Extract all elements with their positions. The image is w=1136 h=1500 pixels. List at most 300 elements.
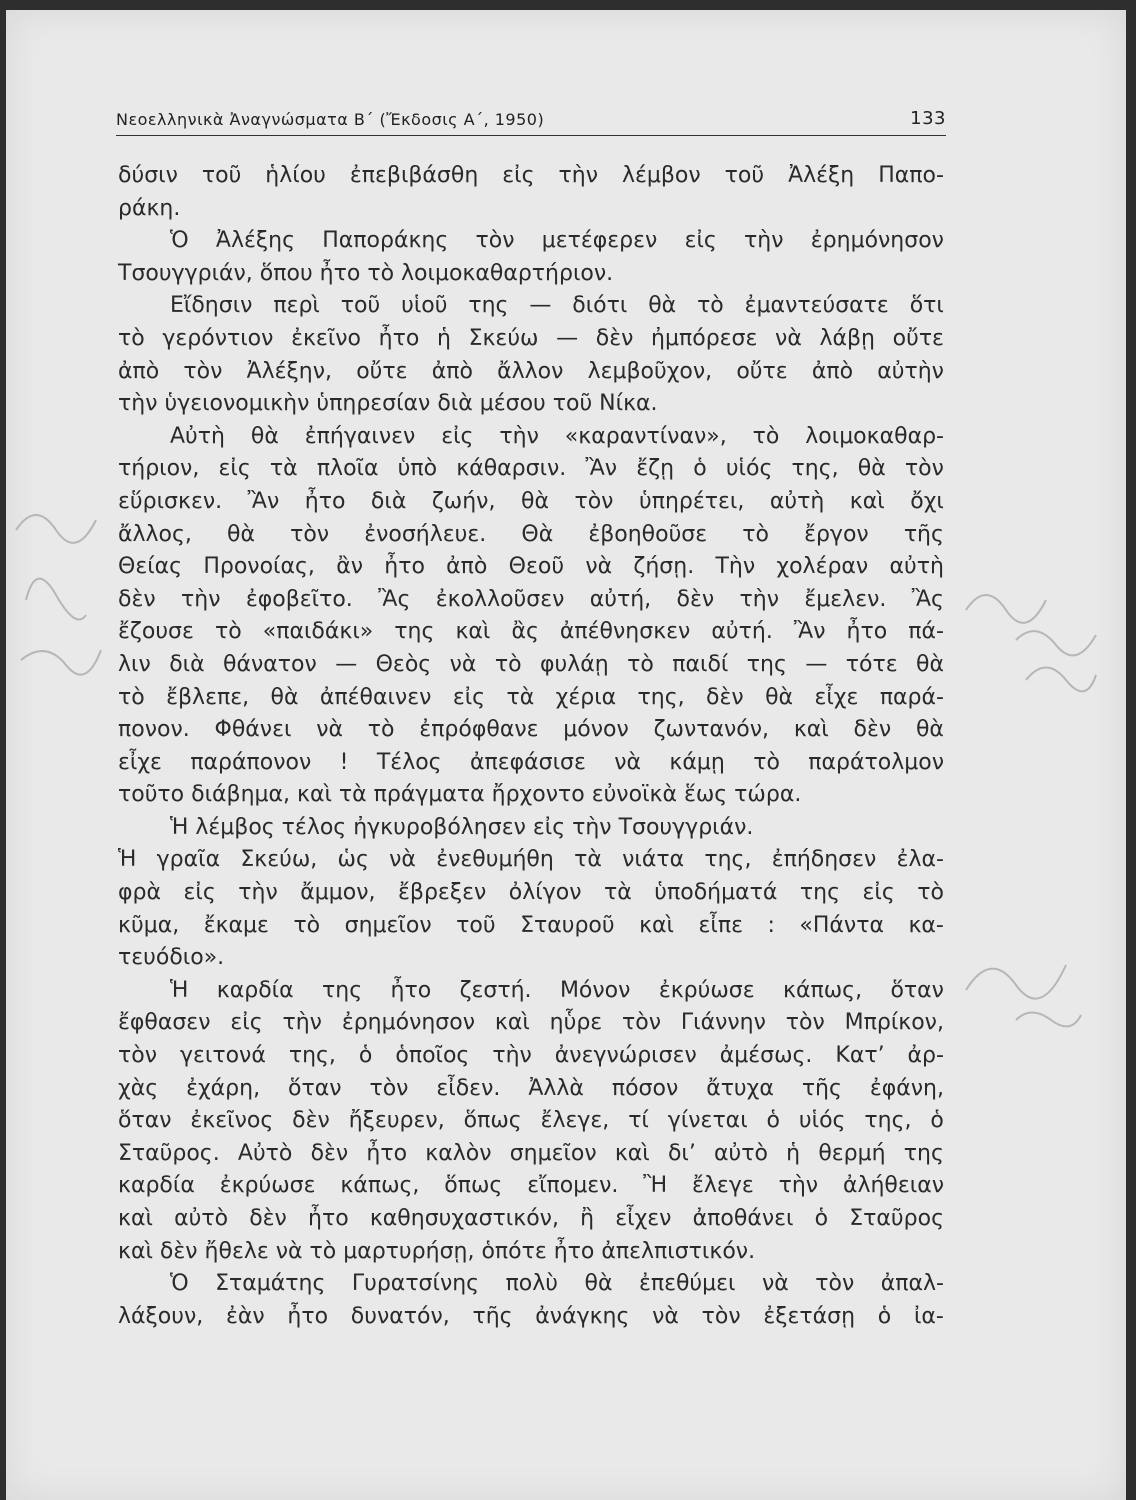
word: ἐμαντεύσατε [744, 293, 889, 319]
word: Εἴδησιν [170, 293, 253, 319]
text-line [118, 1040, 944, 1073]
word: τοῦ [724, 163, 765, 188]
text-line [118, 290, 944, 323]
word: θὰ [250, 423, 279, 449]
word: της, [288, 1043, 336, 1069]
word: τὴν [181, 586, 221, 612]
word: ἡ [436, 325, 451, 351]
word: ἐπεβιβάσθη [349, 163, 479, 188]
word: Ἡ [170, 977, 189, 1003]
word: — [529, 293, 552, 319]
line-text: τευόδιο». [118, 945, 225, 971]
word: εἶχεν [615, 1206, 672, 1231]
word: δὲν [853, 717, 892, 743]
text-line [118, 453, 944, 486]
word: τοῦ [456, 912, 496, 938]
word: δὲν [118, 586, 156, 612]
word: ὄχι [910, 488, 944, 514]
word: τὴν [499, 423, 539, 449]
word: τὸν [183, 358, 223, 384]
word: ὁ [358, 1043, 373, 1069]
word: ἐχάρη, [186, 1075, 261, 1101]
word: της, [864, 1108, 912, 1134]
word: ὁ [766, 1108, 781, 1134]
word: ἐκολλοῦσεν [435, 586, 565, 612]
word: τὸ [494, 651, 522, 677]
word: Τὴν [715, 554, 756, 580]
word: ἦτο [390, 977, 432, 1003]
word: εἶπε [698, 912, 743, 938]
word: θὰ [227, 521, 255, 547]
word: ἂς [511, 619, 539, 645]
word: ἔβλεπε, [166, 684, 250, 710]
word: αὐτὴν [877, 358, 944, 384]
word: ἐνοσήλευε. [364, 521, 487, 547]
word: νὰ [761, 1271, 789, 1297]
word: διότι [572, 293, 628, 319]
word: τί [628, 1108, 649, 1134]
word: οὔτε [356, 358, 408, 384]
word: τὸν [815, 1271, 855, 1297]
word: υἱοῦ [401, 293, 448, 319]
text-line [118, 160, 944, 193]
word: καρδία [118, 1173, 195, 1199]
word: ἡ [786, 1140, 801, 1166]
word: Ὁ [170, 228, 189, 254]
word: Ἀλέξη [788, 163, 855, 188]
word: ἔζουσε [118, 619, 194, 645]
word: της, [637, 684, 685, 710]
text-line [118, 975, 944, 1008]
word: ἐκεῖνος [190, 1108, 274, 1134]
word: δὲν [249, 1206, 287, 1231]
word: — [805, 651, 828, 677]
word: τὸν [369, 1075, 409, 1101]
text-line [118, 356, 944, 389]
word: ἄμμον, [300, 880, 376, 906]
word: τὴν [238, 880, 278, 906]
word: ἔλεγε, [540, 1108, 610, 1134]
word: ἀπέθαινεν [319, 684, 432, 710]
word: Γυρατσίνης [351, 1271, 480, 1297]
word: ἦτο [287, 1303, 329, 1329]
word: μόνον [563, 717, 629, 743]
word: εἰς [441, 423, 474, 449]
word: — [335, 651, 358, 677]
text-line [118, 1073, 944, 1106]
word: της [468, 293, 509, 319]
word: Σταυροῦ [520, 912, 615, 938]
page-number: 133 [910, 108, 946, 129]
word: νιάτα [622, 847, 685, 873]
word: τὸν [622, 1010, 662, 1036]
word: ἤξευρεν, [348, 1108, 445, 1134]
word: καὶ [455, 619, 491, 645]
word: της [394, 619, 435, 645]
word: ὁποῖος [395, 1043, 470, 1069]
word: Ἂς [911, 586, 944, 612]
word: εἰς [230, 1010, 263, 1036]
word: τὴν [492, 1043, 532, 1069]
word: Παπoράκης [322, 228, 449, 254]
word: εἶχε [814, 684, 859, 710]
word: νὰ [316, 717, 344, 743]
word: παιδί [672, 651, 729, 677]
word: καὶ [639, 912, 675, 938]
book-page [6, 10, 1126, 1500]
word: δὲν [595, 325, 634, 351]
text-line [118, 714, 944, 747]
word: τότε [845, 651, 898, 677]
word: νὰ [585, 554, 613, 580]
word: ἢ [580, 1206, 595, 1231]
word: αὐτή. [711, 619, 773, 645]
word: δύσιν [118, 163, 178, 188]
word: ἔζῃ [636, 456, 675, 482]
word: ἄλλος, [118, 521, 192, 547]
text-line [118, 616, 944, 649]
word: «καραντίναν», [564, 423, 727, 449]
word: καὶ [614, 1140, 650, 1166]
word: φρὰ [118, 880, 161, 906]
text-line [118, 323, 944, 356]
word: τὸν [904, 456, 944, 482]
word: δι’ [667, 1140, 696, 1166]
word: ὅταν [288, 1075, 342, 1101]
word: οὔτε [736, 358, 788, 384]
word: ὀλίγον [508, 880, 582, 906]
word: θὰ [648, 293, 677, 319]
word: τὸ [118, 325, 145, 351]
word: ἔβρεξεν [398, 880, 487, 906]
word: τὸν [701, 1303, 741, 1329]
word: Σκεύω [468, 325, 539, 351]
word: ὑπὸ [397, 456, 438, 482]
word: ὅτι [909, 293, 944, 319]
word: τὰ [604, 880, 632, 906]
text-line [118, 225, 944, 258]
word: ζωντανόν, [653, 717, 770, 743]
word: κάπως, [340, 1173, 420, 1199]
word: λεμβοῦχον, [587, 358, 713, 384]
text-line [118, 682, 944, 715]
word: σημεῖον [509, 1140, 597, 1166]
word: Μόνον [559, 977, 631, 1003]
word: κάμῃ [669, 749, 725, 775]
text-line [118, 584, 944, 617]
text-line [118, 910, 944, 943]
word: της, [704, 847, 752, 873]
word: Προνοίας, [203, 554, 315, 580]
word: ἔφθασεν [118, 1010, 211, 1036]
word: ἀρ- [907, 1043, 944, 1069]
word: τὸ [742, 521, 769, 547]
line-text: Τσουγγριάν, ὅπου ἦτο τὸ λοιμοκαθαρτήριον. [118, 260, 614, 286]
word: ἐξετάσῃ [763, 1303, 856, 1329]
word: πονον. [118, 717, 190, 743]
word: Ἡ [118, 847, 137, 873]
word: — [556, 325, 579, 351]
word: ἡλίου [265, 163, 326, 188]
word: εἰς [218, 456, 251, 482]
word: καὶ [849, 488, 885, 514]
word: θὰ [857, 456, 886, 482]
word: εἰς [183, 880, 216, 906]
word: εἰς [862, 880, 895, 906]
word: ὅταν [890, 977, 944, 1003]
text-line [118, 1170, 944, 1203]
word: καὶ [793, 717, 829, 743]
word: Θὰ [521, 521, 554, 547]
word: γραῖα [156, 847, 221, 873]
word: εἰς [452, 684, 486, 710]
word: θὰ [584, 1271, 613, 1297]
word: παρά- [879, 684, 944, 710]
word: ἐπεθύμει [638, 1271, 736, 1297]
word: τὰ [506, 684, 535, 710]
word: ἐπρόφθανε [419, 717, 539, 743]
word: Ἂς [378, 586, 411, 612]
word: ὁ [693, 456, 707, 482]
text-line [118, 486, 944, 519]
word: ἐβοηθοῦσε [588, 521, 708, 547]
pencil-marginalia-left [6, 490, 116, 750]
word: εἴπομεν. [527, 1173, 619, 1199]
word: τὸ [697, 293, 724, 319]
word: ἦτο [846, 619, 888, 645]
word: ἐκεῖνο [291, 325, 362, 351]
word: ἦτο [384, 554, 425, 580]
word: τὸ [293, 912, 321, 938]
word: καθησυχαστικόν, [369, 1206, 559, 1231]
word: θὰ [916, 651, 944, 677]
word: ἀπὸ [811, 358, 854, 384]
word: τὰ [269, 456, 298, 482]
word: Σταῦρος. [118, 1140, 220, 1166]
word: της [903, 1140, 944, 1166]
word: τὰ [574, 847, 602, 873]
word: της [322, 977, 363, 1003]
word: Σκεύω, [240, 847, 318, 873]
text-line [118, 421, 944, 454]
word: θάνατον [223, 651, 317, 677]
text-line [118, 877, 944, 910]
word: εἶχε [118, 749, 162, 775]
word: τὸ [118, 684, 145, 710]
word: τοῦ [201, 163, 242, 188]
word: ζωήν, [431, 488, 496, 514]
word: τὴν [739, 586, 780, 612]
word: παράπονον [190, 749, 312, 775]
word: πά- [908, 619, 944, 645]
word: της [799, 880, 840, 906]
text-line [118, 1268, 944, 1301]
word: ἐφοβεῖτο. [245, 586, 353, 612]
word: εἰς [684, 228, 717, 254]
word: καλὸν [425, 1140, 492, 1166]
word: λάξουν, [118, 1303, 204, 1329]
word: ἀπεφάσισε [469, 749, 586, 775]
text-line [118, 1301, 944, 1334]
word: λέμβον [621, 163, 701, 188]
word: Γιάννην [680, 1010, 766, 1036]
word: κάπως, [783, 977, 863, 1003]
word: σημεῖον [344, 912, 432, 938]
word: τὴν [778, 1173, 819, 1199]
word: τὸ [752, 423, 780, 449]
word: ! [339, 749, 349, 775]
word: της, [791, 456, 839, 482]
word: τὸν [475, 228, 515, 254]
text-line [118, 519, 944, 552]
text-line [118, 942, 944, 975]
text-line [118, 812, 944, 845]
word: τήριον, [118, 456, 200, 482]
word: χὰς [118, 1075, 159, 1101]
word: κα- [908, 912, 944, 938]
word: διὰ [370, 488, 407, 514]
word: κῦμα, [118, 912, 180, 938]
word: τὴν [558, 163, 598, 188]
word: οὔτε [892, 325, 944, 351]
book-title: Νεοελληνικὰ Ἀναγνώσματα Β΄ (Ἔκδοσις Α΄, 1950) [116, 110, 545, 129]
word: θὰ [765, 684, 794, 710]
word: ἀπὸ [446, 554, 488, 580]
word: μετέφερεν [541, 228, 658, 254]
word: τὸ [367, 717, 395, 743]
line-text: καὶ δὲν ἤθελε νὰ τὸ μαρτυρήσῃ, ὁπότε ἦτο ἀπελπιστικόν. [118, 1238, 756, 1264]
text-line [118, 844, 944, 877]
word: Αὐτὸ [237, 1140, 293, 1166]
text-line [118, 779, 944, 812]
word: ἔμελεν. [804, 586, 887, 612]
word: Ἀλλὰ [528, 1075, 584, 1101]
line-text: τὴν ὑγειονομικὴν ὑπηρεσίαν διὰ μέσου τοῦ Νίκα. [118, 391, 658, 417]
word: ἂν [336, 554, 363, 580]
text-line [118, 1203, 944, 1236]
word: Παπο- [878, 163, 944, 188]
word: Φθάνει [214, 717, 292, 743]
word: ὅπως [463, 1108, 522, 1134]
word: : [767, 912, 775, 938]
word: τοῦ [340, 293, 381, 319]
word: αὐτὴ [769, 488, 825, 514]
word: χέρια [555, 684, 617, 710]
word: ὑποδήματά [654, 880, 778, 906]
word: Ἀλέξην, [246, 358, 333, 384]
word: αὐτὸ [714, 1140, 768, 1166]
text-line [118, 1236, 944, 1269]
word: ἀνάγκης [535, 1303, 630, 1329]
word: τὸν [785, 1010, 825, 1036]
word: λιν [118, 651, 151, 677]
word: χολέραν [776, 554, 869, 580]
word: αὐτή, [589, 586, 652, 612]
word: πολὺ [505, 1271, 559, 1297]
word: ἐνεθυμήθη [436, 847, 554, 873]
word: ἦτο [366, 1140, 408, 1166]
word: ἦτο [308, 1206, 349, 1231]
line-text: ράκη. [118, 195, 181, 221]
text-line [118, 1007, 944, 1040]
word: ἦτο [378, 325, 420, 351]
text-line [118, 1105, 944, 1138]
word: νὰ [389, 847, 416, 873]
word: Ἂν [793, 619, 826, 645]
word: Θεὸς [375, 651, 432, 677]
word: αὐτὴ [889, 554, 944, 580]
text-line [118, 193, 944, 226]
word: τὸ [214, 619, 242, 645]
page-body-text [118, 160, 944, 1333]
word: εἶδεν. [436, 1075, 501, 1101]
word: δυνατόν, [350, 1303, 450, 1329]
word: Ἂν [247, 488, 280, 514]
word: γειτονά [179, 1043, 266, 1069]
word: τὸν [118, 1043, 157, 1069]
word: Μπρίκον, [844, 1010, 944, 1036]
word: παράτολμον [808, 749, 944, 775]
word: δὲν [310, 1140, 349, 1166]
text-line [118, 1138, 944, 1171]
word: καὶ [494, 1010, 530, 1036]
text-line [118, 258, 944, 291]
word: γίνεται [667, 1108, 748, 1134]
word: δὲν [676, 586, 715, 612]
word: «Πάντα [799, 912, 884, 938]
word: ἐπήγαινεν [304, 423, 416, 449]
word: αὐτὸ [174, 1206, 229, 1231]
word: νὰ [775, 325, 802, 351]
word: τὸν [574, 488, 614, 514]
word: τὸ [627, 651, 654, 677]
word: τὸ [917, 880, 944, 906]
word: κάθαρσιν. [456, 456, 567, 482]
text-line [118, 388, 944, 421]
word: ὑπηρέτει, [638, 488, 745, 514]
word: ἐκρύωσε [658, 977, 755, 1003]
word: δὲν [292, 1108, 330, 1134]
word: πλοῖα [316, 456, 379, 482]
word: ἐρημόνησον [810, 228, 944, 254]
word: δὲν [706, 684, 744, 710]
word: Ἂν [585, 456, 618, 482]
word: νὰ [652, 1303, 679, 1329]
word: ἄλλον [497, 358, 564, 384]
word: τῆς [903, 521, 944, 547]
word: ἔλεγε [692, 1173, 754, 1199]
word: ἦτο [304, 488, 346, 514]
word: Τέλος [376, 749, 442, 775]
word: ζεστή. [459, 977, 532, 1003]
word: ἐκρύωσε [219, 1173, 316, 1199]
word: ὁ [814, 1206, 829, 1231]
word: ἀνεγνώρισεν [554, 1043, 697, 1069]
word: ἔκαμε [203, 912, 269, 938]
word: Ἢ [643, 1173, 668, 1199]
word: πόσον [611, 1075, 679, 1101]
word: θερμή [818, 1140, 886, 1166]
word: περὶ [273, 293, 320, 319]
line-text: Ἡ λέμβος τέλος ἠγκυροβόλησεν εἰς τὴν Τσουγγριάν. [170, 814, 754, 840]
word: Θείας [118, 554, 183, 580]
word: Κατ’ [835, 1043, 885, 1069]
word: γερόντιον [162, 325, 274, 351]
word: Ὁ [170, 1271, 189, 1297]
word: ἀπὸ [118, 358, 160, 384]
word: της [746, 651, 787, 677]
word: ἐλα- [896, 847, 944, 873]
